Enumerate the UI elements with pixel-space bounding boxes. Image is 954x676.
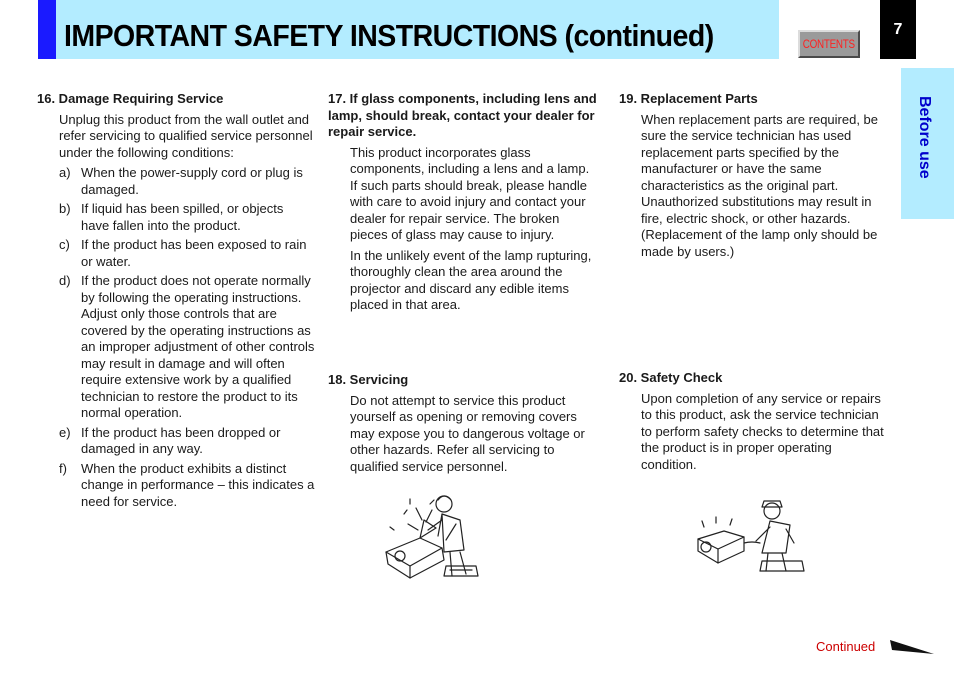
section-18-paragraph-1: Do not attempt to service this product yourself as opening or removing covers may expose you to dangerous voltage or other hazards. Refer all servicing to qualified service personnel.	[350, 392, 585, 474]
list-marker: f)	[59, 460, 67, 476]
list-marker: b)	[59, 201, 71, 216]
list-item	[59, 424, 315, 458]
section-17	[328, 91, 600, 318]
list-text: If the product has been exposed to rain or water.	[81, 237, 307, 269]
section-19-heading: 19. Replacement Parts	[619, 91, 758, 106]
section-19	[619, 91, 889, 264]
contents-button-label: CONTENTS	[802, 37, 856, 51]
list-text: When the product exhibits a distinct change in performance – this indicates a need for service.	[81, 460, 315, 509]
list-text: If liquid has been spilled, or objects have fallen into the product.	[81, 201, 284, 233]
section-16-heading: 16. Damage Requiring Service	[37, 91, 224, 106]
list-marker: a)	[59, 165, 71, 180]
illustration-safety-check-icon	[690, 497, 808, 579]
page-title: IMPORTANT SAFETY INSTRUCTIONS (continued)	[64, 18, 714, 53]
section-16-intro: Unplug this product from the wall outlet and refer servicing to qualified service personnel under the following conditions:	[59, 111, 313, 160]
list-text: If the product does not operate normally by following the operating instructions. Adjust only those controls that are covered by the operating instructions as an improper adjustment of other controls may result in damage and will often require extensive work by a qualified technician to restore the product to its normal operation.	[81, 273, 315, 420]
section-17-heading: 17. If glass components, including lens and lamp, should break, contact your dealer for repair service.	[328, 91, 597, 139]
list-marker: d)	[59, 273, 71, 288]
side-tab-before-use[interactable]	[901, 68, 954, 219]
list-item	[59, 273, 315, 422]
list-item	[59, 460, 315, 511]
section-17-paragraph-2: In the unlikely event of the lamp rupturing, thoroughly clean the area around the projector and discard any edible items placed in that area.	[350, 247, 592, 312]
side-tab-label: Before use	[916, 96, 933, 179]
list-item	[59, 201, 315, 234]
illustration-do-not-service-icon	[380, 490, 480, 580]
section-18-heading: 18. Servicing	[328, 372, 409, 387]
continued-link[interactable]: Continued	[816, 639, 876, 654]
section-19-paragraph-1: When replacement parts are required, be sure the service technician has used replacement parts specified by the manufacturer or have the same characteristics as the original part. Unauthorized substitutions may result in fire, electric shock, or other hazards. (Replacement of the lamp only should be made by users.)	[641, 111, 879, 259]
list-marker: c)	[59, 237, 70, 252]
list-marker: e)	[59, 424, 71, 440]
section-20-paragraph-1: Upon completion of any service or repairs to this product, ask the service technician to perform safety checks to determine that the product is in proper operating condition.	[641, 390, 884, 472]
page-number: 7	[880, 0, 916, 59]
list-text: When the power-supply cord or plug is damaged.	[81, 165, 303, 197]
list-item	[59, 165, 315, 198]
contents-button[interactable]	[798, 30, 860, 58]
header-accent-bar	[38, 0, 56, 59]
section-16	[37, 91, 315, 513]
continued-arrow-icon[interactable]	[890, 638, 936, 658]
list-item	[59, 237, 315, 270]
section-20	[619, 370, 889, 477]
section-18	[328, 372, 600, 479]
section-17-paragraph-1: This product incorporates glass components, including a lens and a lamp. If such parts should break, please handle with care to avoid injury and contact your dealer for repair service. The broken pieces of glass may cause to injury.	[350, 144, 590, 242]
list-text: If the product has been dropped or damaged in any way.	[81, 424, 281, 456]
section-20-heading: 20. Safety Check	[619, 370, 723, 385]
